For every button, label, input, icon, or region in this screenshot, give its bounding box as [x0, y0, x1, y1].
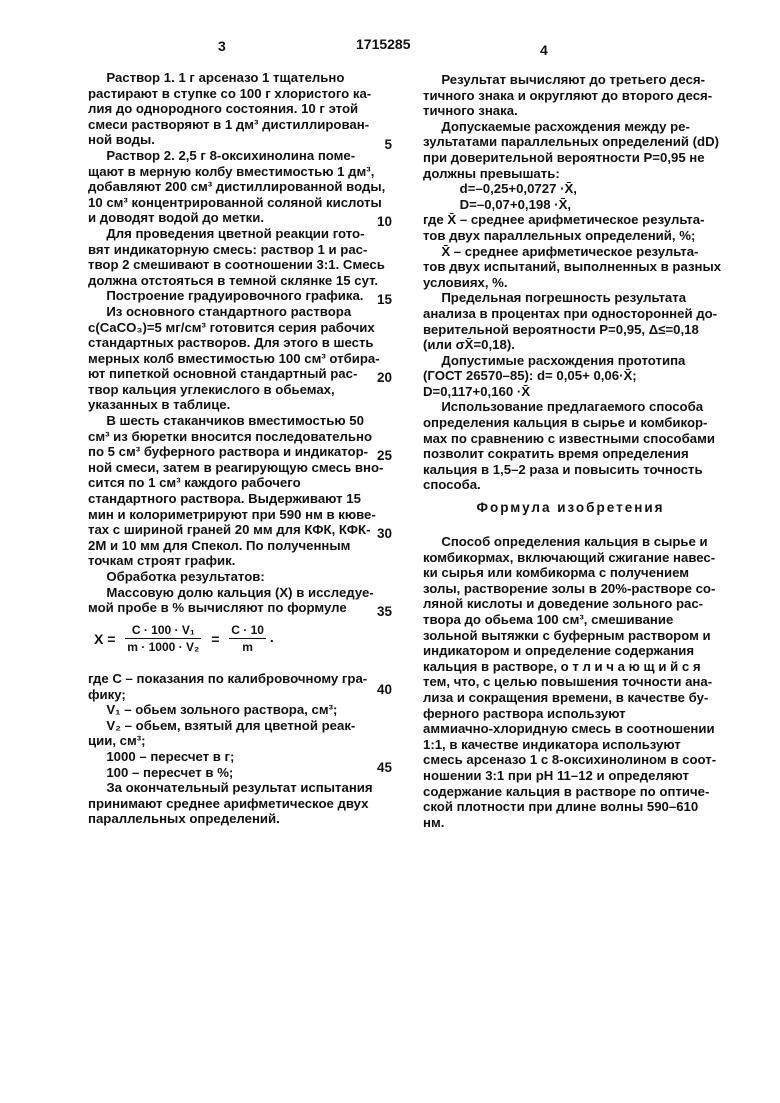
text-line: зультатами параллельных определений (dD) — [423, 134, 719, 150]
text-line: сится по 1 см³ каждого рабочего — [88, 475, 301, 491]
text-line: содержание кальция в растворе по оптиче- — [423, 783, 710, 799]
formula-denominator-1: m · 1000 · V₂ — [127, 640, 200, 654]
text-line: индикатором и определение содержания — [423, 643, 695, 659]
text-line: по 5 см³ буферного раствора и индикатор- — [88, 444, 369, 460]
calcium-formula — [88, 623, 274, 654]
page-number-left: 3 — [218, 38, 226, 54]
text-line: фику; — [88, 686, 126, 702]
text-line: стандартных растворов. Для этого в шесть — [88, 335, 374, 351]
text-line: тичного знака и округляют до второго деся- — [423, 87, 713, 103]
text-line: Массовую долю кальция (X) в исследуе- — [88, 584, 374, 600]
text-line: смесь арсеназо 1 с 8-оксихинолином в соот- — [423, 752, 717, 768]
text-line: кальция в 1,5–2 раза и повысить точность — [423, 461, 703, 477]
text-line: позволит сократить время определения — [423, 446, 689, 462]
text-line: анализа в процентах при односторонней до- — [423, 305, 718, 321]
text-line: тичного знака. — [423, 103, 518, 119]
text-line: указанных в таблице. — [88, 397, 231, 413]
right-column — [423, 72, 722, 493]
text-line: тов двух испытаний, выполненных в разных — [423, 259, 722, 275]
text-line: золы, растворение золы в 20%-растворе со- — [423, 580, 716, 596]
text-line: условиях, %. — [423, 274, 508, 290]
text-line: Для проведения цветной реакции гото- — [88, 225, 365, 241]
text-line: тем, что, с целью повышения точности ана- — [423, 674, 713, 690]
text-line: способа. — [423, 477, 481, 493]
line-number: 15 — [376, 292, 392, 307]
text-line: D=–0,07+0,198 ·X̄, — [423, 196, 572, 212]
text-line: Результат вычисляют до третьего деся- — [423, 72, 705, 87]
text-line: и доводят водой до метки. — [88, 210, 265, 226]
text-line: должна отстояться в темной склянке 15 сут. — [88, 272, 379, 288]
formula-fraction-1 — [125, 623, 201, 654]
text-line: ной смеси, затем в реагирующую смесь вно- — [88, 459, 384, 475]
claims-text — [423, 534, 718, 830]
text-line: X̄ – среднее арифметическое результа- — [423, 243, 699, 259]
text-line: c(CaCO₃)=5 мг/см³ готовится серия рабочих — [88, 319, 375, 335]
text-line: нм. — [423, 814, 445, 830]
line-number: 20 — [376, 370, 392, 385]
text-line: мерных колб вместимостью 100 см³ отбира- — [88, 350, 380, 366]
text-line: ской плотности при длине волны 590–610 — [423, 799, 699, 815]
text-line: ции, см³; — [88, 733, 146, 749]
text-line: ной воды. — [88, 132, 155, 148]
patent-number: 1715285 — [356, 36, 411, 52]
text-line: смеси растворяют в 1 дм³ дистиллирован- — [88, 116, 370, 132]
text-line: (или σX̄=0,18). — [423, 337, 515, 353]
text-line: твор кальция углекислого в обьемах, — [88, 381, 335, 397]
left-column-after-formula — [88, 671, 398, 827]
text-line: 100 – пересчет в %; — [88, 764, 234, 780]
text-line: Раствор 1. 1 г арсеназо 1 тщательно — [88, 70, 345, 85]
text-line: лия до однородного состояния. 10 г этой — [88, 101, 359, 117]
text-line: Обработка результатов: — [88, 569, 265, 584]
text-line: Из основного стандартного раствора — [88, 303, 352, 319]
text-line: комбикормах, включающий сжигание навес- — [423, 549, 716, 565]
text-line: добавляют 200 см³ дистиллированной воды, — [88, 179, 386, 195]
text-line: Предельная погрешность результата — [423, 290, 687, 306]
text-line: ляной кислоты и доведение зольного рас- — [423, 596, 704, 612]
text-line: тах с шириной граней 20 мм для КФК, КФК- — [88, 522, 371, 538]
text-line: см³ из бюретки вносится последовательно — [88, 428, 373, 444]
text-line: тов двух параллельных определений, %; — [423, 227, 696, 243]
text-line: зольной вытяжки с буферным раствором и — [423, 627, 711, 643]
text-line: За окончательный результат испытания — [88, 780, 373, 796]
line-number: 10 — [376, 214, 392, 229]
text-line: где C – показания по калибровочному гра- — [88, 671, 368, 686]
line-number: 35 — [376, 604, 392, 619]
text-line: Использование предлагаемого способа — [423, 399, 704, 415]
text-line: Построение градуировочного графика. — [88, 288, 364, 304]
text-line: твора до обьема 100 см³, смешивание — [423, 611, 674, 627]
text-line: мой пробе в % вычисляют по формуле — [88, 600, 347, 616]
text-line: кальция в растворе, о т л и ч а ю щ и й с я — [423, 658, 701, 674]
line-number: 25 — [376, 448, 392, 463]
text-line: Допустимые расхождения прототипа — [423, 352, 686, 368]
text-line: мах по сравнению с известными способами — [423, 430, 715, 446]
text-line: твор 2 смешивают в соотношении 3:1. Смесь — [88, 257, 385, 273]
text-line: стандартного раствора. Выдерживают 15 — [88, 491, 361, 507]
text-line: Способ определения кальция в сырье и — [423, 534, 708, 549]
text-line: параллельных определений. — [88, 811, 280, 827]
text-line: (ГОСТ 26570–85): d= 0,05+ 0,06·X̄; — [423, 368, 637, 384]
text-line: ют пипеткой основной стандартный рас- — [88, 366, 358, 382]
text-line: вят индикаторную смесь: раствор 1 и рас- — [88, 241, 368, 257]
text-line: где X̄ – среднее арифметическое результа- — [423, 212, 705, 228]
text-line: 10 см³ концентрированной соляной кислоты — [88, 194, 382, 210]
text-line: должны превышать: — [423, 165, 560, 181]
text-line: 1000 – пересчет в г; — [88, 748, 235, 764]
text-line: аммиачно-хлоридную смесь в соотношении — [423, 721, 715, 737]
text-line: V₂ – обьем, взятый для цветной реак- — [88, 717, 356, 733]
line-number: 40 — [376, 682, 392, 697]
formula-end: . — [269, 629, 274, 646]
text-line: 2М и 10 мм для Спекол. По полученным — [88, 537, 351, 553]
text-line: Допускаемые расхождения между ре- — [423, 118, 690, 134]
claims-title: Формула изобретения — [476, 500, 665, 515]
line-number: 45 — [376, 760, 392, 775]
text-line: точкам строят график. — [88, 553, 236, 569]
line-number: 30 — [376, 526, 392, 541]
text-line: ферного раствора используют — [423, 705, 626, 721]
formula-lhs: X = — [94, 630, 116, 647]
text-line: d=–0,25+0,0727 ·X̄, — [423, 181, 577, 197]
text-line: мин и колориметрируют при 590 нм в кюве- — [88, 506, 376, 522]
text-line: щают в мерную колбу вместимостью 1 дм³, — [88, 163, 375, 179]
text-line: определения кальция в сырье и комбикор- — [423, 415, 708, 431]
text-line: растирают в ступке со 100 г хлористого ка- — [88, 85, 372, 101]
left-column — [88, 70, 398, 616]
text-line: верительной вероятности P=0,95, Δ≤=0,18 — [423, 321, 699, 337]
text-line: D=0,117+0,160 ·X̄ — [423, 383, 531, 399]
text-line: В шесть стаканчиков вместимостью 50 — [88, 413, 364, 429]
text-line: при доверительной вероятности P=0,95 не — [423, 149, 705, 165]
text-line: лиза и сокращения времени, в качестве бу- — [423, 689, 709, 705]
formula-numerator-2: C · 10 — [231, 623, 264, 637]
page-number-right: 4 — [540, 42, 548, 58]
text-line: принимают среднее арифметическое двух — [88, 795, 369, 811]
formula-numerator-1: C · 100 · V₁ — [125, 623, 201, 639]
text-line: V₁ – обьем зольного раствора, см³; — [88, 702, 338, 718]
text-line: ки сырья или комбикорма с получением — [423, 565, 690, 581]
text-line: ношении 3:1 при pH 11–12 и определяют — [423, 767, 689, 783]
formula-fraction-2 — [229, 623, 266, 654]
formula-denominator-2: m — [242, 640, 253, 654]
text-line: Раствор 2. 2,5 г 8-оксихинолина поме- — [88, 147, 356, 163]
text-line: 1:1, в качестве индикатора используют — [423, 736, 681, 752]
line-number: 5 — [384, 137, 392, 152]
formula-equals: = — [211, 630, 220, 647]
